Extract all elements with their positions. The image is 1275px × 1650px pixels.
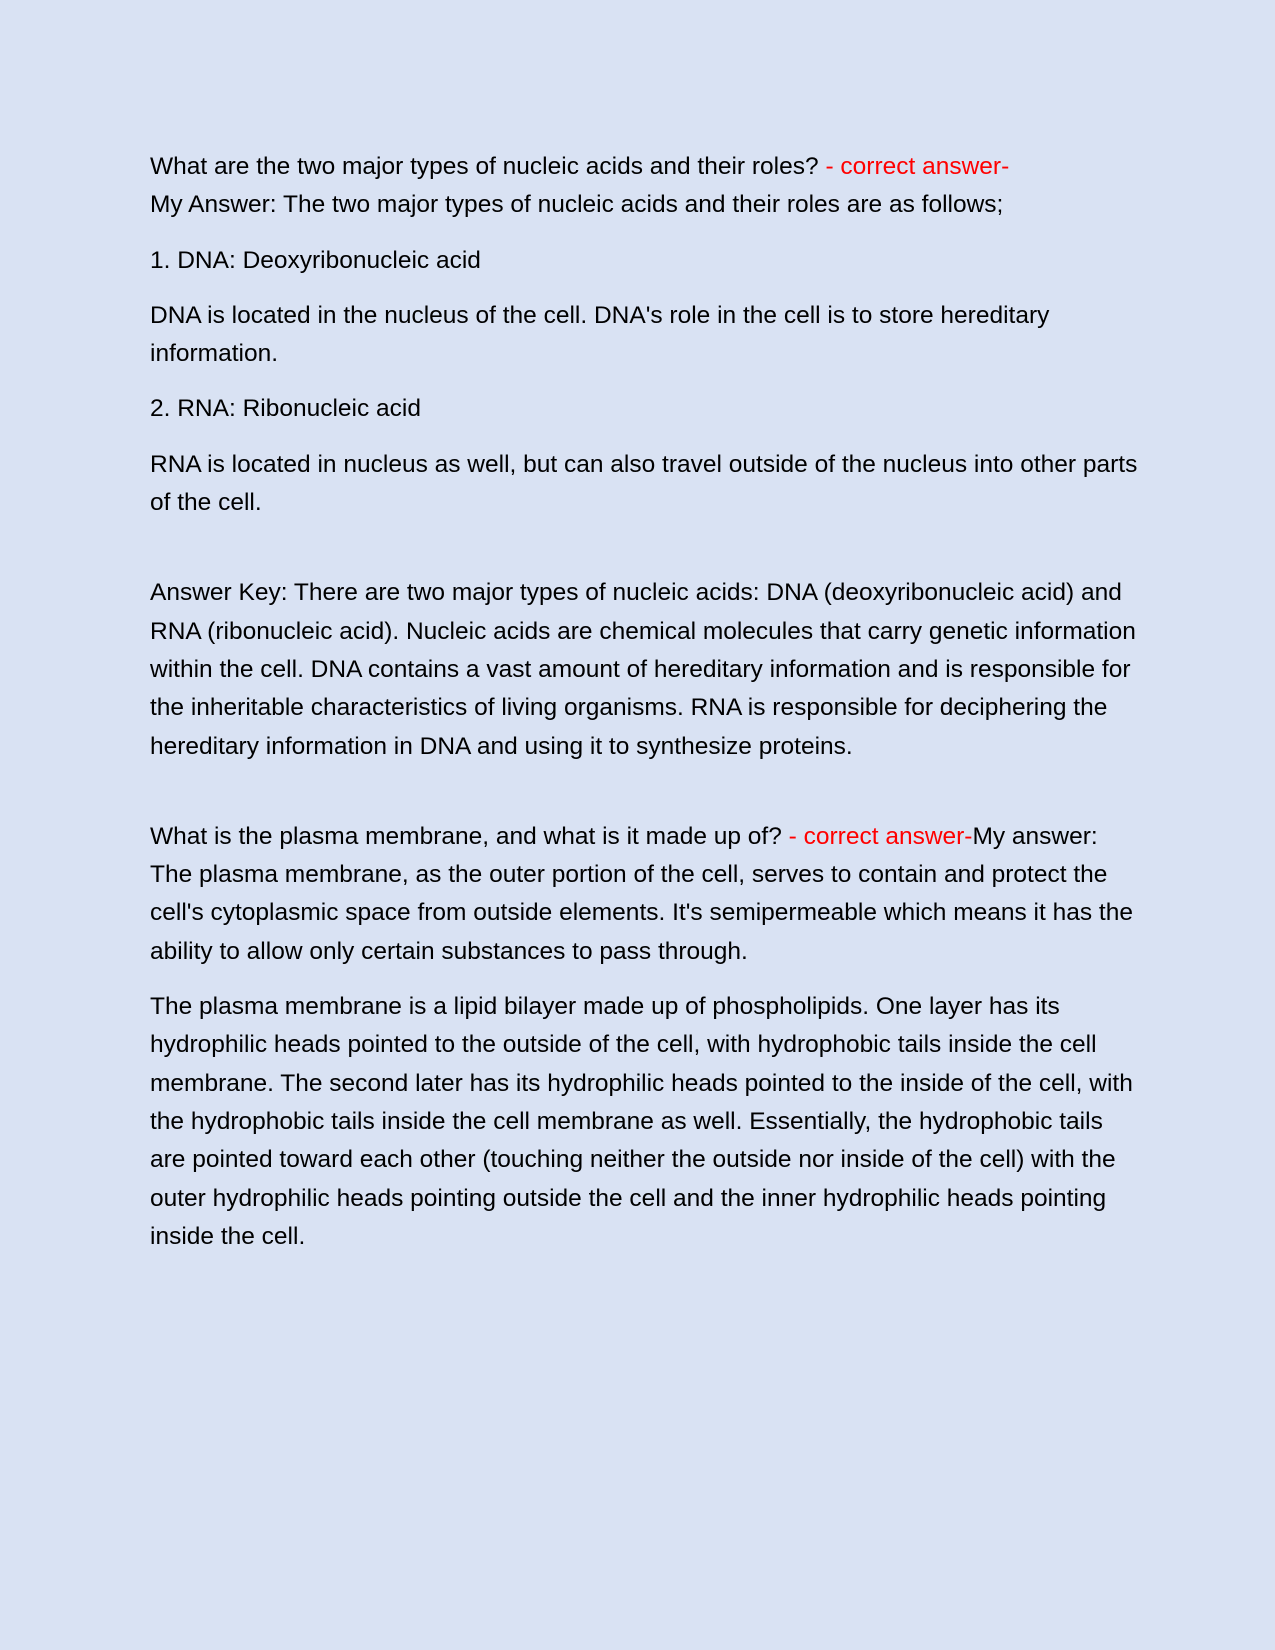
q1-item1-text: DNA is located in the nucleus of the cell. DNA's role in the cell is to store hereditary information. bbox=[150, 301, 1050, 368]
q2-detail: The plasma membrane is a lipid bilayer made up of phospholipids. One layer has its hydrophilic heads pointed to the outside of the cell, with hydrophobic tails inside the cell membrane. The second later has its hydrophilic heads pointed to the inside of the cell, with the hydrophobic tails inside the cell membrane as well. Essentially, the hydrophobic tails are pointed toward each other (touching neither the outside nor inside of the cell) with the outer hydrophilic heads pointing outside the cell and the inner hydrophilic heads pointing inside the cell. bbox=[150, 993, 1133, 1250]
q2-my-answer: My answer: The plasma membrane, as the outer portion of the cell, serves to contain and protect the cell's cytoplasmic space from outside elements. It's semipermeable which means it has the ability to allow only certain substances to pass through. bbox=[150, 822, 1133, 965]
q1-question-block bbox=[150, 148, 1140, 225]
q2-correct-answer-marker: - correct answer- bbox=[781, 822, 973, 850]
q1-item2-text: RNA is located in nucleus as well, but can also travel outside of the nucleus into other parts of the cell. bbox=[150, 450, 1138, 517]
q2-question: What is the plasma membrane, and what is it made up of? bbox=[150, 822, 782, 850]
q1-item2-heading: 2. RNA: Ribonucleic acid bbox=[150, 395, 421, 423]
q1-correct-answer-marker: - correct answer- bbox=[818, 153, 1010, 180]
q1-my-answer-intro: My Answer: The two major types of nucleic acids and their roles are as follows; bbox=[150, 191, 1004, 219]
document-page bbox=[150, 148, 1140, 1273]
q1-answer-key: Answer Key: There are two major types of nucleic acids: DNA (deoxyribonucleic acid) and RNA (ribonucleic acid). Nucleic acids are chemical molecules that carry genetic information within the cell. DNA contains a vast amount of hereditary information and is responsible for the inheritable characteristics of living organisms. RNA is responsible for deciphering the hereditary information in DNA and using it to synthesize proteins. bbox=[150, 579, 1136, 760]
q1-question: What are the two major types of nucleic acids and their roles? bbox=[150, 153, 819, 180]
q2-question-block bbox=[150, 818, 1140, 971]
q1-item1-heading: 1. DNA: Deoxyribonucleic acid bbox=[150, 246, 481, 274]
